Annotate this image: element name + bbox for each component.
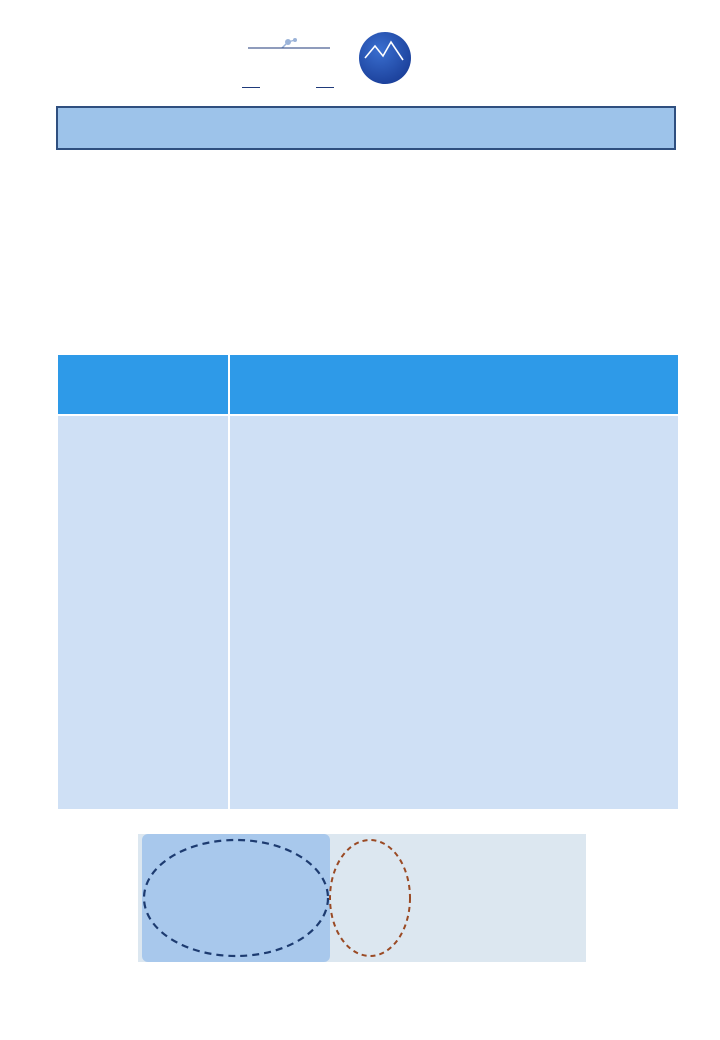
development-flow-diagram (58, 828, 680, 968)
section-title-box (56, 106, 676, 150)
design-loop (144, 840, 328, 956)
flow-svg (58, 828, 680, 968)
insight-logo (352, 32, 422, 100)
assays-table (58, 355, 678, 810)
clinical-loop (330, 840, 410, 956)
table-header (58, 355, 678, 414)
waveform-icon (359, 38, 411, 68)
molecule-icon (238, 36, 338, 56)
table-row (58, 416, 678, 809)
moldoc-logo (238, 36, 338, 98)
